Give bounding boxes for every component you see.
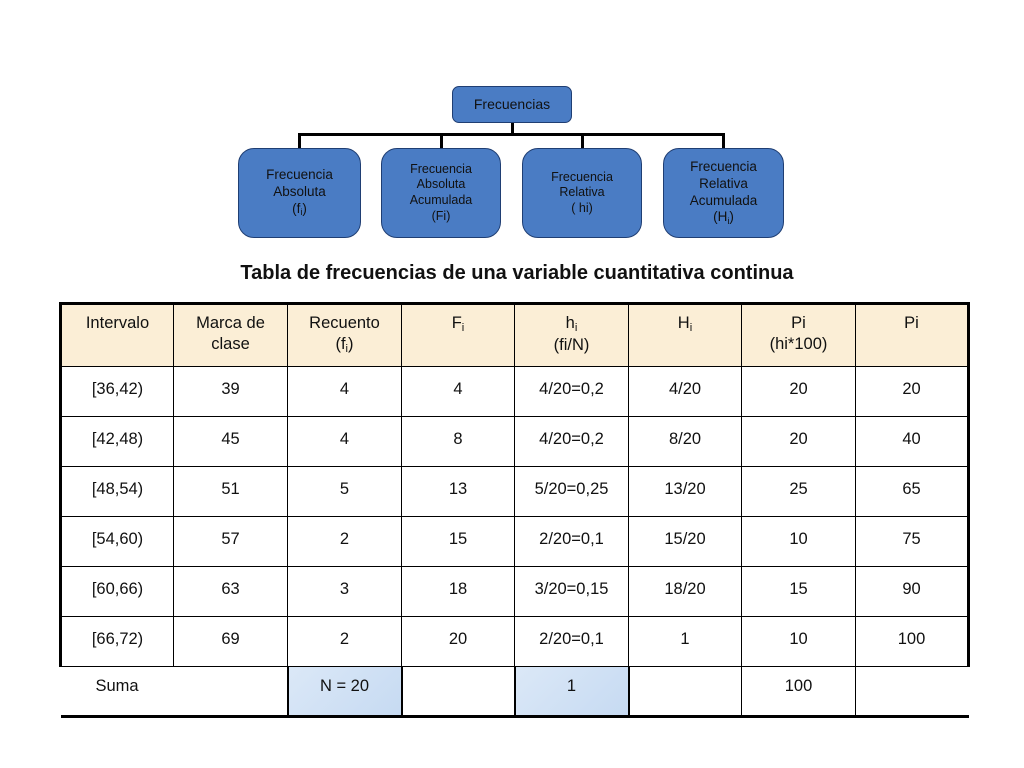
node-line: Absoluta	[416, 177, 466, 192]
table-row	[61, 517, 969, 567]
header-intervalo	[61, 304, 174, 367]
table-cell: 10	[742, 617, 856, 667]
diagram-node-cumulative-relative-frequency	[663, 148, 784, 238]
node-line: Acumulada	[409, 193, 473, 207]
table-cell: 69	[174, 617, 288, 667]
header-subscript: i	[689, 321, 693, 334]
header-subscript: i	[574, 321, 578, 334]
table-cell: 18	[402, 567, 515, 617]
header-text: (fi/N)	[553, 336, 590, 355]
table-cell: 13/20	[629, 467, 742, 517]
header-text: (f	[335, 335, 346, 354]
node-symbol: $(f_i)$	[292, 200, 307, 218]
table-cell: 20	[402, 617, 515, 667]
header-hi-cumulative	[629, 304, 742, 367]
frequency-table	[59, 302, 970, 718]
sum-cell-empty	[402, 667, 515, 717]
diagram-root-node	[452, 86, 572, 123]
node-line: Relativa	[699, 175, 748, 191]
sum-p-total: 100	[742, 667, 856, 717]
node-line: Frecuencia	[551, 169, 613, 184]
header-text: (hi*100)	[769, 335, 828, 354]
table-cell: 1	[629, 617, 742, 667]
table-cell: 39	[174, 367, 288, 417]
table-cell: 90	[856, 567, 969, 617]
table-cell: 2/20=0,1	[515, 617, 629, 667]
table-cell: 3/20=0,15	[515, 567, 629, 617]
table-cell: 8/20	[629, 417, 742, 467]
diagram-node-absolute-frequency	[238, 148, 361, 238]
header-fi-cumulative	[402, 304, 515, 367]
table-row	[61, 567, 969, 617]
table-cell: 20	[742, 367, 856, 417]
sum-h-total: 1	[515, 667, 629, 717]
table-cell: 20	[856, 367, 969, 417]
table-cell: 15/20	[629, 517, 742, 567]
header-recuento	[288, 304, 402, 367]
sum-label: Suma	[61, 667, 174, 717]
symbol-subscript: i	[300, 207, 303, 218]
sum-row	[61, 667, 969, 717]
header-symbol: H	[677, 314, 690, 332]
table-row	[61, 617, 969, 667]
table-cell: 40	[856, 417, 969, 467]
table-cell: 2	[288, 617, 402, 667]
header-subscript: i	[345, 343, 349, 356]
table-cell: 100	[856, 617, 969, 667]
table-cell: [36,42)	[61, 367, 174, 417]
table-cell: 5/20=0,25	[515, 467, 629, 517]
header-pi	[856, 304, 969, 367]
table-cell: [42,48)	[61, 417, 174, 467]
table-cell: [48,54)	[61, 467, 174, 517]
header-symbol: h	[565, 314, 575, 332]
table-cell: 4	[402, 367, 515, 417]
table-title: Tabla de frecuencias de una variable cuantitativa continua	[240, 262, 794, 284]
table-cell: 3	[288, 567, 402, 617]
table-cell: 4	[288, 367, 402, 417]
header-text: Marca de	[196, 314, 265, 332]
header-subscript: i	[461, 321, 465, 334]
sum-cell-empty	[174, 667, 288, 717]
table-row	[61, 367, 969, 417]
sum-cell-empty	[856, 667, 969, 717]
table-cell: 75	[856, 517, 969, 567]
table-cell: 2/20=0,1	[515, 517, 629, 567]
table-cell: 4/20=0,2	[515, 367, 629, 417]
node-line: Frecuencia	[410, 161, 472, 176]
node-line: Absoluta	[273, 184, 326, 200]
table-row	[61, 467, 969, 517]
table-cell: 20	[742, 417, 856, 467]
table-cell: [54,60)	[61, 517, 174, 567]
connector-child-3	[581, 133, 584, 149]
table-cell: [66,72)	[61, 617, 174, 667]
header-text: Recuento	[309, 314, 380, 332]
node-line: Frecuencia	[266, 167, 333, 183]
table-cell: [60,66)	[61, 567, 174, 617]
connector-child-1	[298, 133, 301, 149]
symbol-letter: f	[296, 200, 301, 216]
header-text: )	[348, 335, 354, 354]
header-marca-de-clase	[174, 304, 288, 367]
table-cell: 63	[174, 567, 288, 617]
header-text: Pi	[791, 314, 806, 332]
table-cell: 10	[742, 517, 856, 567]
table-header-row	[61, 304, 969, 367]
table-cell: 4	[288, 417, 402, 467]
table-cell: 51	[174, 467, 288, 517]
diagram-node-relative-frequency	[522, 148, 642, 238]
node-line: Acumulada	[689, 192, 758, 208]
connector-child-4	[722, 133, 725, 149]
table-cell: 15	[402, 517, 515, 567]
root-label: Frecuencias	[473, 95, 551, 112]
connector-child-2	[440, 133, 443, 149]
header-text: Pi	[904, 314, 919, 332]
table-cell: 2	[288, 517, 402, 567]
table-cell: 25	[742, 467, 856, 517]
header-text: clase	[211, 335, 250, 354]
table-cell: 4/20	[629, 367, 742, 417]
node-symbol: $(H_i)$	[713, 209, 734, 226]
table-row	[61, 417, 969, 467]
sum-cell-empty	[629, 667, 742, 717]
node-line: Frecuencia	[690, 158, 757, 174]
table-cell: 15	[742, 567, 856, 617]
table-cell: 4/20=0,2	[515, 417, 629, 467]
table-cell: 8	[402, 417, 515, 467]
header-hi	[515, 304, 629, 367]
table-cell: 65	[856, 467, 969, 517]
table-cell: 13	[402, 467, 515, 517]
sum-n-total: N = 20	[288, 667, 402, 717]
header-text: Intervalo	[85, 314, 150, 332]
connector-bar	[298, 133, 725, 136]
table-cell: 45	[174, 417, 288, 467]
node-line: ( hi)	[571, 200, 593, 215]
table-cell: 57	[174, 517, 288, 567]
header-pi-percent	[742, 304, 856, 367]
symbol-subscript: i	[727, 215, 730, 226]
table-cell: 18/20	[629, 567, 742, 617]
node-line: (Fi)	[431, 208, 451, 223]
symbol-letter: H	[717, 209, 728, 225]
node-line: Relativa	[559, 185, 605, 200]
diagram-node-cumulative-absolute-frequency	[381, 148, 501, 238]
header-symbol: F	[451, 314, 462, 332]
table-cell: 5	[288, 467, 402, 517]
